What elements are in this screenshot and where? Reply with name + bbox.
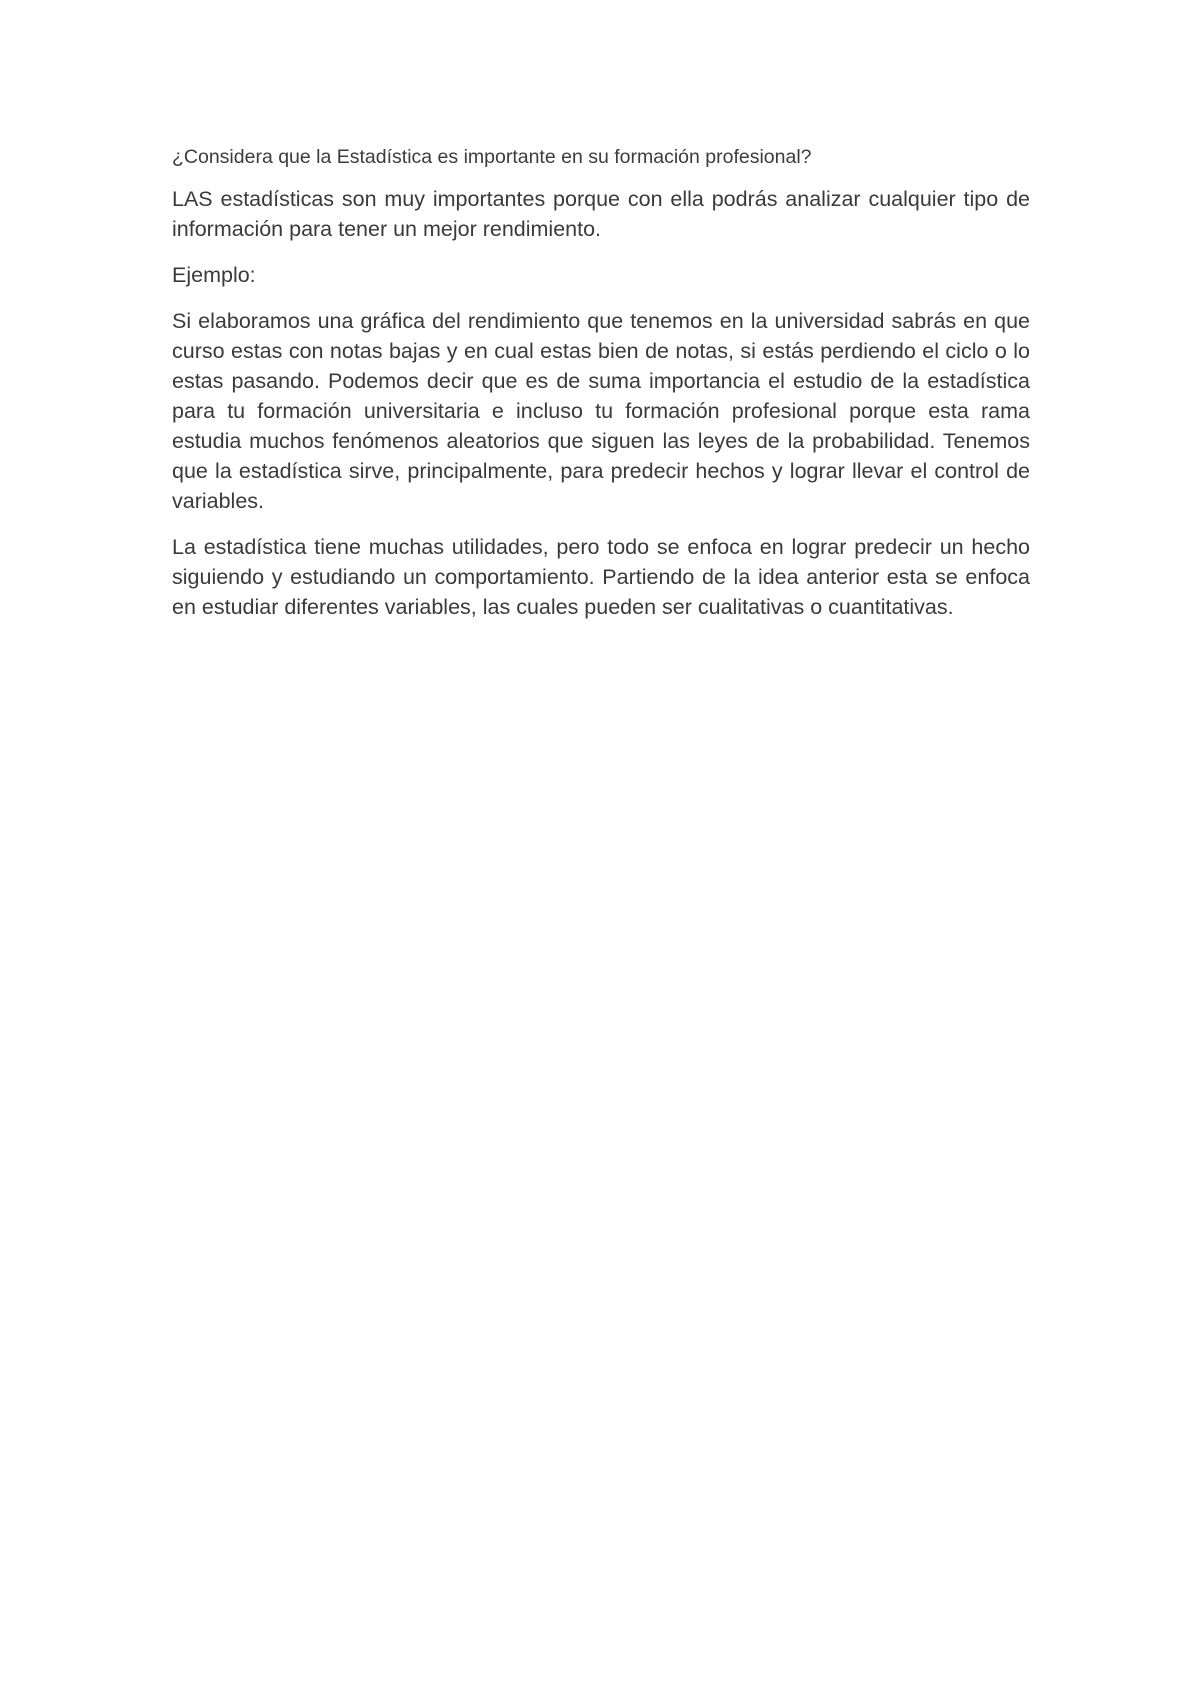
paragraph-intro: LAS estadísticas son muy importantes porque con ella podrás analizar cualquier tipo de información para tener un mejor rendimiento. bbox=[172, 187, 1030, 241]
paragraph-conclusion: La estadística tiene muchas utilidades, pero todo se enfoca en lograr predecir un hecho siguiendo y estudiando un comportamiento. Partiendo de la idea anterior esta se enfoca en estudiar diferentes variables, las cuales pueden ser cualitativas o cuantitativas. bbox=[172, 535, 1030, 619]
document-body bbox=[172, 142, 1030, 638]
example-label: Ejemplo: bbox=[172, 263, 256, 287]
question-heading: ¿Considera que la Estadística es importante en su formación profesional? bbox=[172, 146, 812, 168]
paragraph-example: Si elaboramos una gráfica del rendimiento que tenemos en la universidad sabrás en que curso estas con notas bajas y en cual estas bien de notas, si estás perdiendo el ciclo o lo estas pasando. Podemos decir que es de suma importancia el estudio de la estadística para tu formación universitaria e incluso tu formación profesional porque esta rama estudia muchos fenómenos aleatorios que siguen las leyes de la probabilidad. Tenemos que la estadística sirve, principalmente, para predecir hechos y lograr llevar el control de variables. bbox=[172, 309, 1030, 513]
